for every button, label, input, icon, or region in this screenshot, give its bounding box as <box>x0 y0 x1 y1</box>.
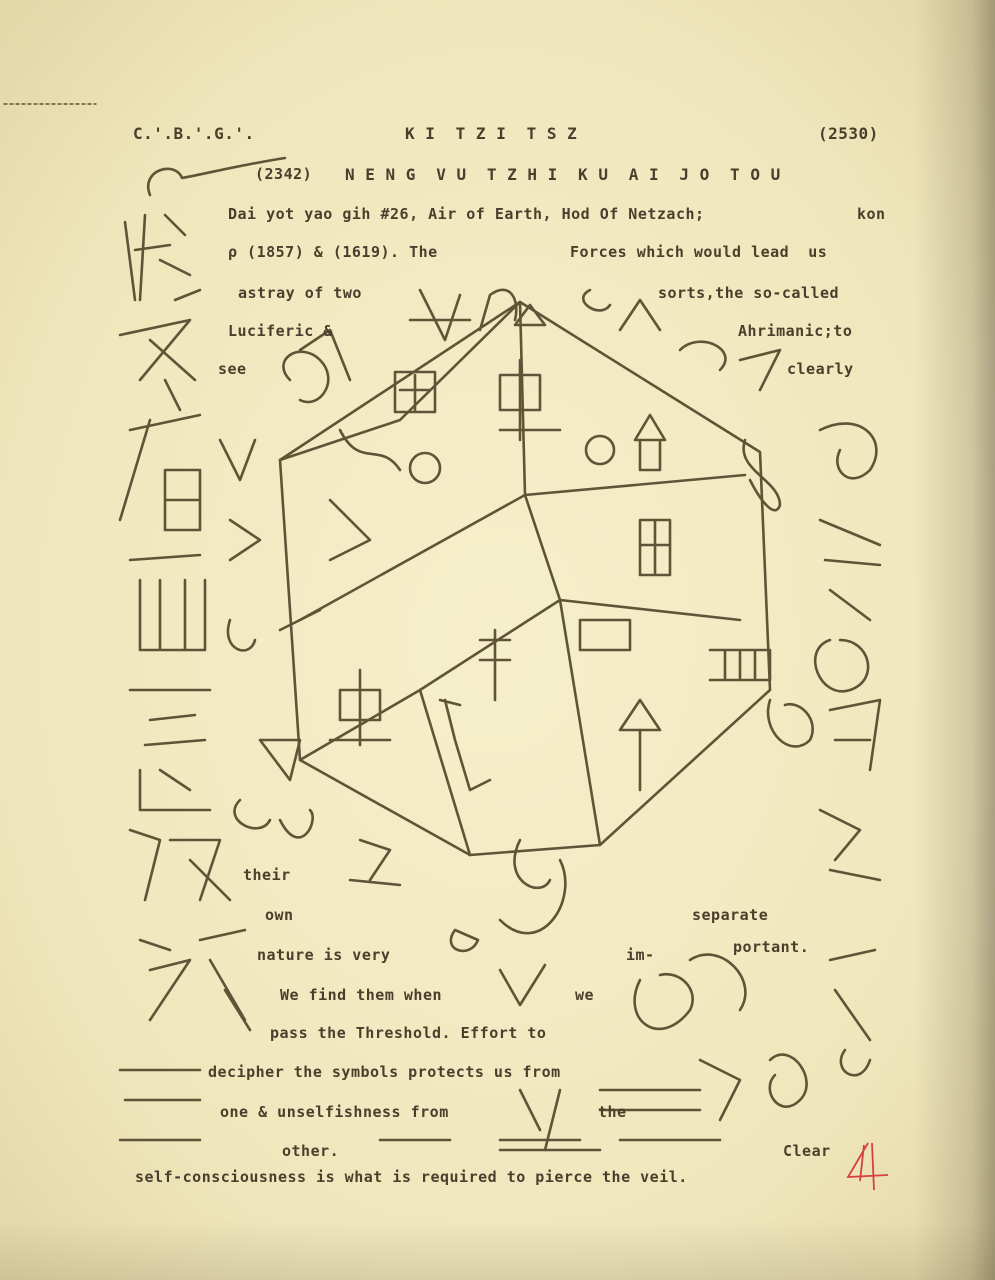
text-line-1: Dai yot yao gih #26, Air of Earth, Hod Of Netzach; <box>228 205 705 223</box>
text-line-13: other. <box>282 1142 340 1160</box>
text-line-7-end: separate <box>692 906 769 924</box>
hexagon-frame <box>280 302 770 855</box>
text-line-12: one & unselfishness from <box>220 1103 449 1121</box>
text-line-2-end: Forces which would lead us <box>570 243 828 261</box>
text-line-11: decipher the symbols protects us from <box>208 1063 561 1081</box>
text-line-8: nature is very <box>257 946 391 964</box>
text-line-9: We find them when <box>280 986 443 1004</box>
subheader-title: N E N G V U T Z H I K U A I J O T O U <box>345 165 781 184</box>
page-number-mark <box>838 1135 898 1195</box>
vertical-glyph-column <box>120 215 250 1140</box>
header-number: (2530) <box>818 124 879 143</box>
text-line-9-end: we <box>575 986 595 1004</box>
text-line-8-end: portant. <box>733 938 810 956</box>
text-line-4-end: Ahrimanic;to <box>738 322 853 340</box>
text-line-5: see <box>218 360 247 378</box>
header-left: C.'.B.'.G.'. <box>133 124 255 143</box>
text-line-3: astray of two <box>238 284 362 302</box>
text-line-1-end: kon <box>857 205 886 223</box>
text-line-10: pass the Threshold. Effort to <box>270 1024 547 1042</box>
header-title: K I T Z I T S Z <box>405 124 578 143</box>
text-line-14: self-consciousness is what is required to pierce the veil. <box>135 1168 688 1186</box>
text-line-6: their <box>243 866 291 884</box>
text-line-2: ρ (1857) & (1619). The <box>228 243 438 261</box>
text-line-8-mid: im- <box>626 946 655 964</box>
text-line-7: own <box>265 906 294 924</box>
text-line-4: Luciferic & <box>228 322 333 340</box>
text-line-3-end: sorts,the so-called <box>658 284 840 302</box>
text-line-13-end: Clear <box>783 1142 831 1160</box>
text-line-12-end: the <box>598 1103 627 1121</box>
right-glyph-column <box>815 424 880 1076</box>
text-line-5-end: clearly <box>787 360 854 378</box>
subheader-number: (2342) <box>255 165 313 183</box>
